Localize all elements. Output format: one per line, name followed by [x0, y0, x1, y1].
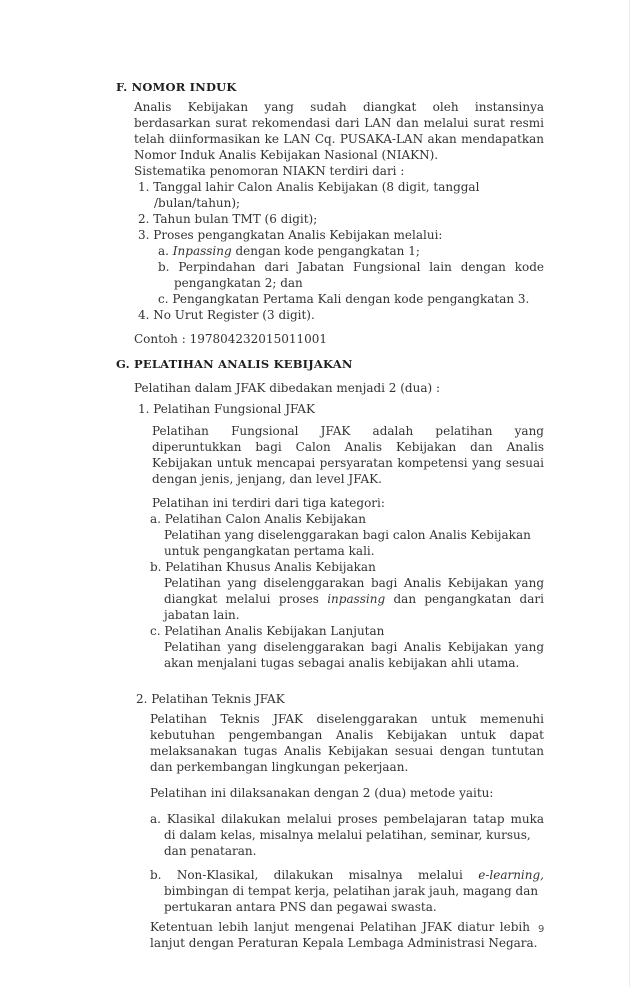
metode-text: Pelatihan ini dilaksanakan dengan 2 (dua) metode yaitu: [150, 786, 494, 800]
sub-item-marker: a. [158, 244, 169, 258]
method-item: a. Klasikal dilakukan melalui proses pembelajaran tatap muka [150, 812, 544, 826]
method-item-cont: di dalam kelas, misalnya melalui pelatihan, seminar, kursus, [164, 828, 531, 842]
list-item: 1. Tanggal lahir Calon Analis Kebijakan (8 digit, tanggal [138, 180, 480, 194]
paragraph-line: Analis Kebijakan yang sudah diangkat oleh instansinya [134, 100, 544, 114]
category-title: a. Pelatihan Calon Analis Kebijakan [150, 512, 366, 526]
method-item-cont: pertukaran antara PNS dan pegawai swasta. [164, 900, 437, 914]
list-item-title: 2. Pelatihan Teknis JFAK [136, 692, 285, 706]
paragraph-line: berdasarkan surat rekomendasi dari LAN dan melalui surat resmi [134, 116, 544, 130]
list-item: 4. No Urut Register (3 digit). [138, 308, 315, 322]
list-item-title: 1. Pelatihan Fungsional JFAK [138, 402, 315, 416]
sub-list-item: b. Perpindahan dari Jabatan Fungsional lain dengan kode [158, 260, 544, 274]
emphasis-text: Inpassing [172, 244, 232, 258]
category-desc: Pelatihan yang diselenggarakan bagi Analis Kebijakan yang [164, 576, 544, 590]
paragraph-line: Nomor Induk Analis Kebijakan Nasional (NIAKN). [134, 148, 439, 162]
text-fragment: dan pengangkatan dari [393, 592, 544, 606]
list-item-cont: /bulan/tahun); [154, 196, 241, 210]
sub-list-item-cont: pengangkatan 2; dan [174, 276, 303, 290]
sub-item-text: dengan kode pengangkatan 1; [235, 244, 420, 258]
method-item [150, 868, 544, 883]
paragraph-line: dan perkembangan lingkungan pekerjaan. [150, 760, 409, 774]
sub-list-item [158, 244, 420, 259]
category-desc: Pelatihan yang diselenggarakan bagi calon Analis Kebijakan [164, 528, 531, 542]
paragraph-line: dengan jenis, jenjang, dan level JFAK. [152, 472, 382, 486]
emphasis-text: e-learning, [478, 868, 544, 882]
section-f-heading: F. NOMOR INDUK [116, 80, 237, 94]
category-title: c. Pelatihan Analis Kebijakan Lanjutan [150, 624, 385, 638]
paragraph-line: diperuntukkan bagi Calon Analis Kebijakan dan Analis [152, 440, 544, 454]
category-desc: Pelatihan yang diselenggarakan bagi Analis Kebijakan yang [164, 640, 544, 654]
section-g-heading: G. PELATIHAN ANALIS KEBIJAKAN [116, 357, 353, 371]
sub-list-item: c. Pengangkatan Pertama Kali dengan kode pengangkatan 3. [158, 292, 530, 306]
method-item-cont: dan penataran. [164, 844, 257, 858]
paragraph-line: Pelatihan Teknis JFAK diselenggarakan untuk memenuhi [150, 712, 544, 726]
list-item: 2. Tahun bulan TMT (6 digit); [138, 212, 318, 226]
paragraph-line: telah diinformasikan ke LAN Cq. PUSAKA-LAN akan mendapatkan [134, 132, 544, 146]
kategori-text: Pelatihan ini terdiri dari tiga kategori: [152, 496, 385, 510]
category-desc: jabatan lain. [164, 608, 240, 622]
contoh-text: Contoh : 197804232015011001 [134, 332, 328, 346]
paragraph-line: Kebijakan untuk mencapai persyaratan kompetensi yang sesuai [152, 456, 544, 470]
emphasis-text: inpassing [327, 592, 386, 606]
intro-text: Pelatihan dalam JFAK dibedakan menjadi 2 (dua) : [134, 381, 441, 395]
sistematika-text: Sistematika penomoran NIAKN terdiri dari : [134, 164, 405, 178]
method-item-cont: bimbingan di tempat kerja, pelatihan jarak jauh, magang dan [164, 884, 539, 898]
page-edge-line [629, 0, 630, 987]
paragraph-line: Pelatihan Fungsional JFAK adalah pelatihan yang [152, 424, 544, 438]
category-desc [164, 592, 544, 607]
text-fragment: b. Non-Klasikal, dilakukan misalnya melalui [150, 868, 463, 882]
paragraph-line: melaksanakan tugas Analis Kebijakan sesuai dengan tuntutan [150, 744, 544, 758]
paragraph-line: Ketentuan lebih lanjut mengenai Pelatihan JFAK diatur lebih [150, 920, 530, 934]
page-number: 9 [538, 924, 545, 935]
paragraph-line: kebutuhan pengembangan Analis Kebijakan untuk dapat [150, 728, 544, 742]
category-desc: akan menjalani tugas sebagai analis kebijakan ahli utama. [164, 656, 520, 670]
text-fragment: diangkat melalui proses [164, 592, 319, 606]
list-item: 3. Proses pengangkatan Analis Kebijakan melalui: [138, 228, 443, 242]
paragraph-line: lanjut dengan Peraturan Kepala Lembaga Administrasi Negara. [150, 936, 538, 950]
category-title: b. Pelatihan Khusus Analis Kebijakan [150, 560, 376, 574]
category-desc: untuk pengangkatan pertama kali. [164, 544, 375, 558]
